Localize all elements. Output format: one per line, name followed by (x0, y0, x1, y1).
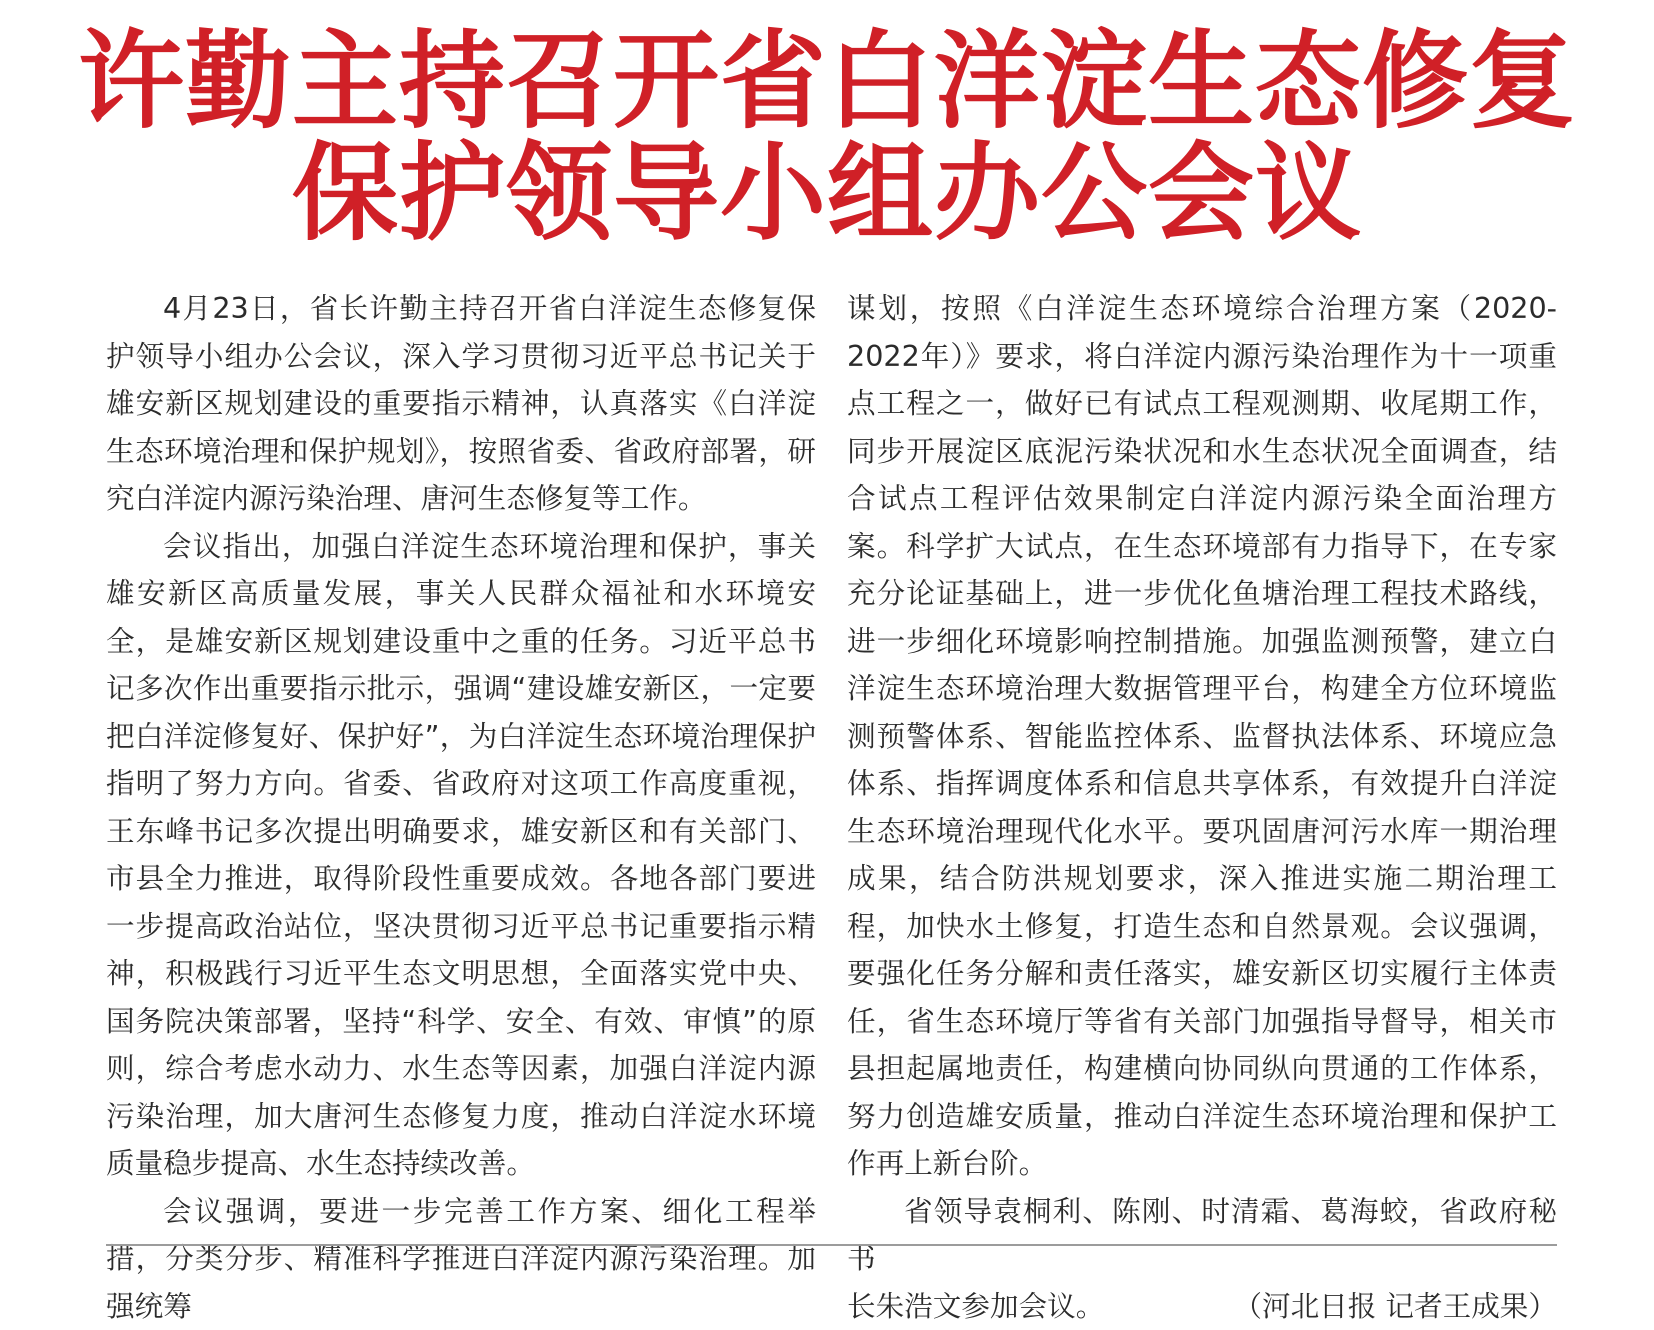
byline-credit: （河北日报 记者王成果） (1233, 1283, 1557, 1330)
bottom-divider (106, 1244, 1557, 1246)
headline-line-2: 保护领导小组办公会议 (0, 140, 1654, 246)
article-paragraph-3-start: 会议强调，要进一步完善工作方案、细化工程举措，分类分步、精准科学推进白洋淀内源污染治理。加强统筹 (106, 1188, 816, 1330)
article-paragraph-2: 会议指出，加强白洋淀生态环境治理和保护，事关雄安新区高质量发展，事关人民群众福祉和水环境安全，是雄安新区规划建设重中之重的任务。习近平总书记多次作出重要指示批示，强调“建设雄安新区，一定要把白洋淀修复好、保护好”，为白洋淀生态环境治理保护指明了努力方向。省委、省政府对这项工作高度重视，王东峰书记多次提出明确要求，雄安新区和有关部门、市县全力推进，取得阶段性重要成效。各地各部门要进一步提高政治站位，坚决贯彻习近平总书记重要指示精神，积极践行习近平生态文明思想，全面落实党中央、国务院决策部署，坚持“科学、安全、有效、审慎”的原则，综合考虑水动力、水生态等因素，加强白洋淀内源污染治理，加大唐河生态修复力度，推动白洋淀水环境质量稳步提高、水生态持续改善。 (106, 523, 816, 1188)
article-paragraph-4-line-2: 长朱浩文参加会议。 (847, 1283, 1104, 1330)
article-column-left (106, 285, 816, 1330)
article-closing-line (847, 1283, 1557, 1330)
article-column-right (847, 285, 1557, 1330)
article-paragraph-3-continued: 谋划，按照《白洋淀生态环境综合治理方案（2020-2022年）》要求，将白洋淀内源污染治理作为十一项重点工程之一，做好已有试点工程观测期、收尾期工作，同步开展淀区底泥污染状况和水生态状况全面调查，结合试点工程评估效果制定白洋淀内源污染全面治理方案。科学扩大试点，在生态环境部有力指导下，在专家充分论证基础上，进一步优化鱼塘治理工程技术路线，进一步细化环境影响控制措施。加强监测预警，建立白洋淀生态环境治理大数据管理平台，构建全方位环境监测预警体系、智能监控体系、监督执法体系、环境应急体系、指挥调度体系和信息共享体系，有效提升白洋淀生态环境治理现代化水平。要巩固唐河污水库一期治理成果，结合防洪规划要求，深入推进实施二期治理工程，加快水土修复，打造生态和自然景观。会议强调，要强化任务分解和责任落实，雄安新区切实履行主体责任，省生态环境厅等省有关部门加强指导督导，相关市县担起属地责任，构建横向协同纵向贯通的工作体系，努力创造雄安质量，推动白洋淀生态环境治理和保护工作再上新台阶。 (847, 285, 1557, 1188)
headline-line-1: 许勤主持召开省白洋淀生态修复 (0, 28, 1654, 134)
article-paragraph-4-line-1: 省领导袁桐利、陈刚、时清霜、葛海蛟，省政府秘书 (847, 1188, 1557, 1283)
article-paragraph-1: 4月23日，省长许勤主持召开省白洋淀生态修复保护领导小组办公会议，深入学习贯彻习近平总书记关于雄安新区规划建设的重要指示精神，认真落实《白洋淀生态环境治理和保护规划》，按照省委、省政府部署，研究白洋淀内源污染治理、唐河生态修复等工作。 (106, 285, 816, 523)
